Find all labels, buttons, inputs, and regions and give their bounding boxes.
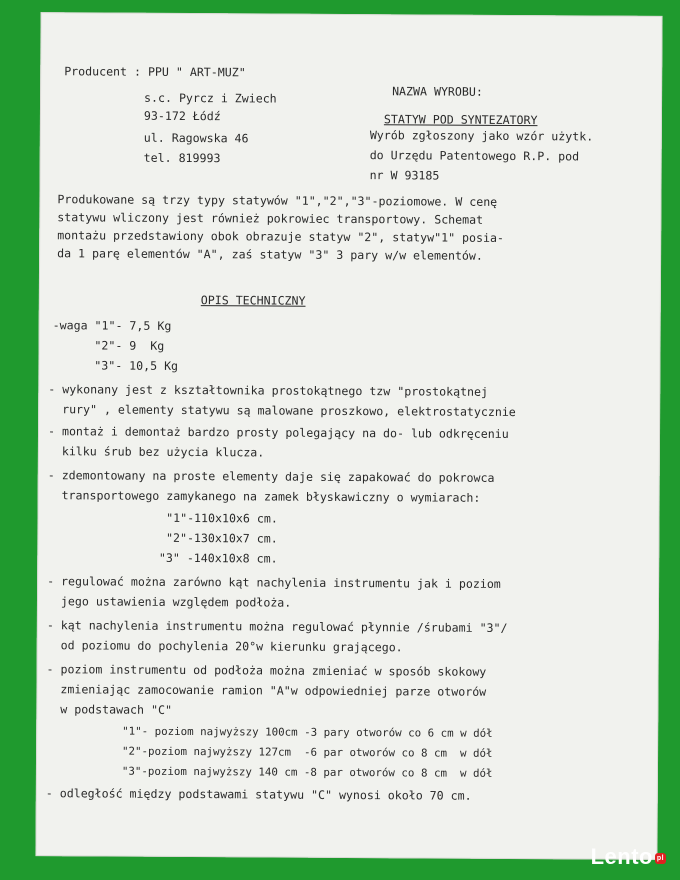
body-line: - zdemontowany na proste elementy daje się zapakować do pokrowca [47, 468, 495, 485]
body-line: "3" -140x10x8 cm. [47, 550, 278, 566]
body-line: "1"-110x10x6 cm. [47, 510, 278, 526]
producer-phone: tel. 819993 [143, 150, 221, 166]
intro-line: Produkowane są trzy typy statywów "1","2","3"-poziomowe. W cenę [57, 192, 498, 209]
body-line: - kąt nachylenia instrumentu można regulować płynnie /śrubami "3"/ [46, 618, 508, 635]
body-line: transportowego zamykanego na zamek błyskawiczny o wymiarach: [47, 488, 481, 505]
intro-line: statywu wliczony jest również pokrowiec transportowy. Schemat [57, 210, 484, 227]
body-line: -waga "1"- 7,5 Kg [52, 318, 172, 333]
lento-watermark [591, 844, 666, 870]
producer-company: s.c. Pyrcz i Zwiech [144, 90, 277, 106]
intro-line: montażu przedstawiony obok obrazuje statyw "2", statyw"1" posia- [57, 228, 504, 245]
body-line: kilku śrub bez użycia klucza. [47, 444, 265, 460]
section-title: OPIS TECHNICZNY [200, 293, 306, 308]
document-sheet [35, 12, 662, 860]
body-line: - montaż i demontaż bardzo prosty polegający na do- lub odkręceniu [47, 424, 509, 441]
patent-number: nr W 93185 [369, 168, 440, 183]
body-line: "1"- poziom najwyższy 100cm -3 pary otworów co 6 cm w dół [44, 724, 493, 740]
body-line: "3"-poziom najwyższy 140 cm -8 par otworów co 8 cm w dół [43, 764, 493, 780]
body-line: jego ustawienia względem podłoża. [46, 594, 292, 610]
patent-line-1: Wyrób zgłoszony jako wzór użytk. [369, 128, 594, 144]
body-line: "3"- 10,5 Kg [52, 358, 179, 373]
body-line: "2"- 9 Kg [52, 338, 165, 353]
body-line: - odległość między podstawami statywu "C" wynosi około 70 cm. [45, 786, 472, 803]
producer-street: ul. Ragowska 46 [143, 130, 249, 146]
product-name: STATYW POD SYNTEZATORY [383, 112, 538, 128]
intro-line: da 1 parę elementów "A", zaś statyw "3" 3 pary w/w elementów. [57, 246, 483, 263]
body-line: w podstawach "C" [46, 702, 173, 717]
body-line: "2"-130x10x7 cm. [47, 530, 278, 546]
body-line: rury" , elementy statywu są malowane proszkowo, elektrostatycznie [48, 402, 516, 420]
body-line: - poziom instrumentu od podłoża można zmieniać w sposób skokowy [46, 662, 487, 679]
product-name-label: NAZWA WYROBU: [392, 84, 483, 99]
body-line: od poziomu do pochylenia 20°w kierunku grającego. [46, 638, 403, 655]
body-line: "2"-poziom najwyższy 127cm -6 par otworów co 8 cm w dół [44, 744, 493, 760]
watermark-badge: pl [656, 854, 665, 862]
producer-postcode: 93-172 Łódź [143, 108, 221, 124]
body-line: - wykonany jest z kształtownika prostokątnego tzw "prostokątnej [48, 382, 489, 399]
watermark-text: Lento [590, 844, 653, 869]
body-line: - regulować można zarówno kąt nachylenia instrumentu jak i poziom [47, 574, 501, 591]
producer-line: Producent : PPU " ART-MUZ" [64, 64, 246, 80]
body-line: zmieniając zamocowanie ramion "A"w odpowiedniej parze otworów [46, 682, 487, 699]
patent-line-2: do Urzędu Patentowego R.P. pod [369, 148, 580, 164]
